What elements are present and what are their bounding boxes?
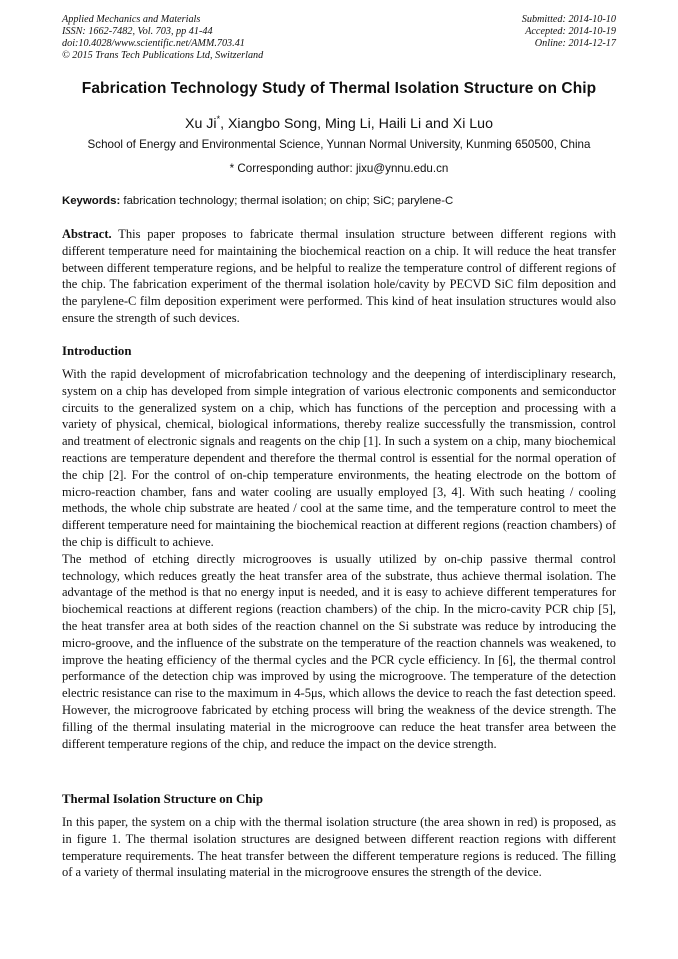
thermal-section-heading: Thermal Isolation Structure on Chip — [62, 792, 263, 806]
corresponding-author: * Corresponding author: jixu@ynnu.edu.cn — [229, 162, 449, 175]
introduction-body — [62, 366, 616, 752]
author-list — [0, 114, 678, 132]
first-author: Xu Ji — [185, 116, 217, 132]
abstract-text: This paper proposes to fabricate thermal insulation structure between different regions with different temperature need for maintaining the biochemical reaction on a chip. It will reduce the heat transfer between different temperature regions, and be helpful to realize the temperature control of different regions of the chip. The fabrication experiment of the thermal isolation hole/cavity by PECVD SiC film deposition and the parylene-C film deposition experiment were performed. This kind of heat insulation structures would also ensure the strength of such devices. — [62, 227, 616, 325]
other-authors: , Xiangbo Song, Ming Li, Haili Li and Xi Luo — [220, 116, 493, 132]
accepted-date: Accepted: 2014-10-19 — [525, 26, 616, 37]
copyright-line: © 2015 Trans Tech Publications Ltd, Switzerland — [62, 50, 264, 61]
paper-title: Fabrication Technology Study of Thermal Isolation Structure on Chip — [81, 80, 597, 97]
corresponding-mark: * — [216, 114, 221, 124]
submitted-date: Submitted: 2014-10-10 — [521, 14, 616, 25]
paragraph: With the rapid development of microfabrication technology and the deepening of interdisciplinary research, system on a chip has developed from simple integration of various electronic components and semiconductor circuits to the generalized system on a chip, which has functions of the perception and processing with a variety of physical, chemical, biological informations, thereby realize successfully the transmission, control and treatment of electronic signals and reagents on the chip [1]. In such a system on a chip, many biochemical reactions are temperature dependent and therefore the thermal control is essential for the normal operation of the chip [2]. For the control of on-chip temperature environments, the heating electrode on the bottom of micro-reaction chamber, fans and water cooling are usually employed [3, 4]. With such heating / cooling methods, the whole chip substrate are heated / cool at the same time, and the temperature control to meet the different temperature need for maintaining the biochemical reaction at different regions (reaction chambers) of the chip is difficult to achieve. — [62, 367, 616, 549]
doi-line: doi:10.4028/www.scientific.net/AMM.703.41 — [62, 38, 245, 49]
online-date: Online: 2014-12-17 — [534, 38, 616, 49]
keywords-label: Keywords: — [62, 195, 121, 207]
journal-name: Applied Mechanics and Materials — [62, 14, 201, 25]
abstract — [62, 226, 616, 327]
paragraph: The method of etching directly microgrooves is usually utilized by on-chip passive thermal control technology, which reduces greatly the heat transfer area of the substrate, thus achieve thermal isolation. The advantage of the method is that no energy input is needed, and it is easy to achieve different temperatures for biochemical reactions at different regions (reaction chambers) of the chip. In the micro-cavity PCR chip [5], the heat transfer area at both sides of the reaction channel on the Si substrate was reduce by introducing the micro-groove, and the influence of the substrate on the temperature of the reaction channels was weakened, to improve the heating efficiency of the thermal cycles and the PCR cycle efficiency. In [6], the thermal control performance of the detection chip was improved by using the microgroove. The temperature of the detection electric resistance can rise to the maximum in 4-5μs, which allows the device to reach the fast detection speed. However, the microgroove fabricated by etching process will bring the weakness of the device strength. The filling of the thermal insulating material in the microgroove can reduce the heat transfer area between the different temperature regions of the chip, and reduce the impact on the device strength. — [62, 551, 616, 751]
keywords-text: fabrication technology; thermal isolation; on chip; SiC; parylene-C — [120, 195, 454, 207]
introduction-heading: Introduction — [62, 344, 132, 358]
dates-info — [522, 14, 616, 50]
issn-line: ISSN: 1662-7482, Vol. 703, pp 41-44 — [62, 26, 213, 37]
abstract-label: Abstract. — [62, 227, 112, 241]
thermal-section-body — [62, 814, 616, 881]
paragraph: In this paper, the system on a chip with the thermal isolation structure (the area shown in red) is proposed, as in figure 1. The thermal isolation structures are designed between different reaction regions with different temperature requirements. The heat transfer between the different temperature regions is reduced. The filling of a variety of thermal insulating material in the microgroove ensures the strength of the device. — [62, 815, 616, 880]
affiliation: School of Energy and Environmental Science, Yunnan Normal University, Kunming 650500, China — [87, 138, 591, 151]
keywords — [62, 195, 616, 207]
publication-info — [62, 14, 263, 62]
